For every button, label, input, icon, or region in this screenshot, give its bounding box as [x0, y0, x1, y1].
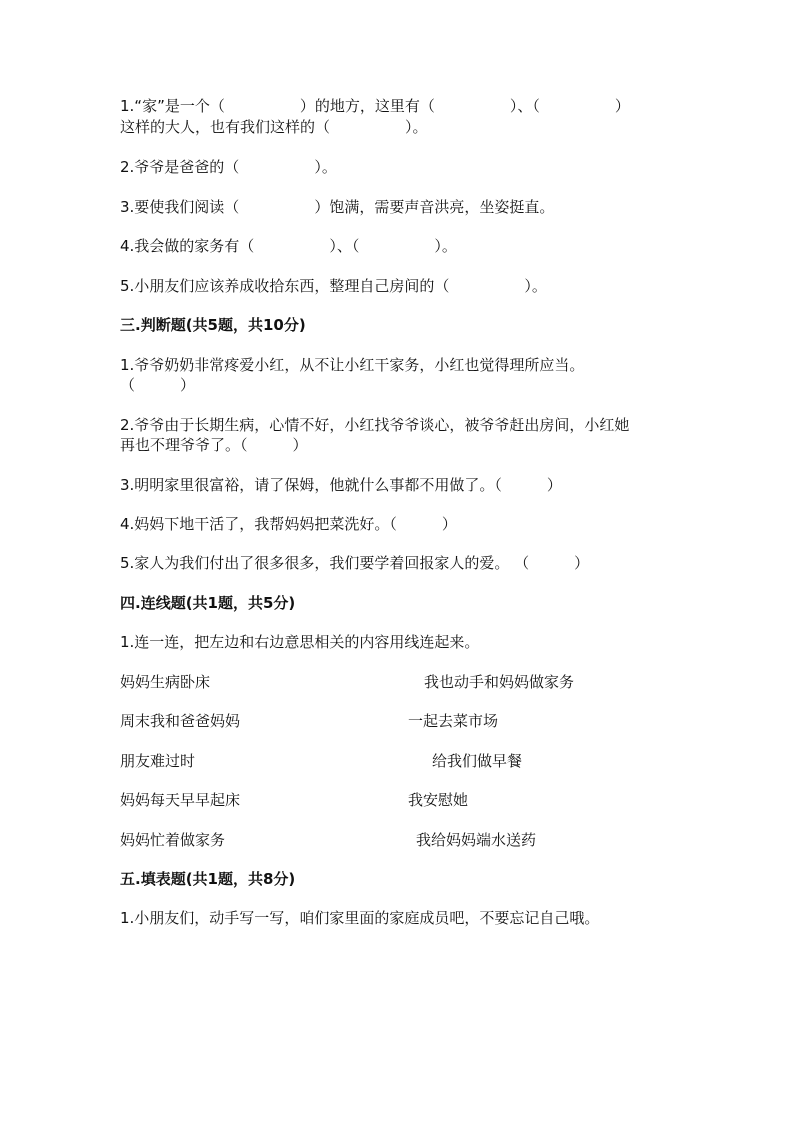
fill-blank-q3: 3.要使我们阅读（ ）饱满，需要声音洪亮，坐姿挺直。	[120, 198, 555, 216]
matching-right-item: 我也动手和妈妈做家务	[424, 673, 575, 691]
matching-right-item: 一起去菜市场	[408, 712, 499, 730]
fill-blank-q4: 4.我会做的家务有（ ）、（ ）。	[120, 237, 457, 255]
matching-left-item: 妈妈每天早早起床	[120, 791, 241, 809]
judge-heading: 三.判断题(共5题，共10分)	[120, 316, 306, 334]
judge-q4: 4.妈妈下地干活了，我帮妈妈把菜洗好。（ ）	[120, 515, 457, 533]
table-fill-heading: 五.填表题(共1题，共8分)	[120, 870, 296, 888]
judge-q3: 3.明明家里很富裕，请了保姆，他就什么事都不用做了。（ ）	[120, 476, 562, 494]
matching-left-item: 朋友难过时	[120, 752, 196, 770]
matching-instruction: 1.连一连，把左边和右边意思相关的内容用线连起来。	[120, 633, 480, 651]
matching-right-item: 给我们做早餐	[432, 752, 523, 770]
fill-blank-q1-line2: 这样的大人，也有我们这样的（ ）。	[120, 118, 428, 136]
matching-right-item: 我安慰她	[408, 791, 469, 809]
table-fill-q1: 1.小朋友们，动手写一写，咱们家里面的家庭成员吧，不要忘记自己哦。	[120, 909, 600, 927]
judge-q2-line1: 2.爷爷由于长期生病，心情不好，小红找爷爷谈心，被爷爷赶出房间，小红她	[120, 416, 630, 434]
matching-left-item: 妈妈忙着做家务	[120, 831, 226, 849]
matching-right-item: 我给妈妈端水送药	[416, 831, 537, 849]
judge-q1-line2: （ ）	[120, 376, 196, 394]
fill-blank-q1-line1: 1.“家”是一个（ ）的地方，这里有（ ）、（ ）	[120, 97, 630, 115]
matching-left-item: 妈妈生病卧床	[120, 673, 211, 691]
fill-blank-q2: 2.爷爷是爸爸的（ ）。	[120, 158, 337, 176]
judge-q2-line2: 再也不理爷爷了。（ ）	[120, 436, 308, 454]
judge-q5: 5.家人为我们付出了很多很多，我们要学着回报家人的爱。 （ ）	[120, 554, 590, 572]
matching-heading: 四.连线题(共1题，共5分)	[120, 594, 296, 612]
judge-q1-line1: 1.爷爷奶奶非常疼爱小红，从不让小红干家务，小红也觉得理所应当。	[120, 356, 585, 374]
fill-blank-q5: 5.小朋友们应该养成收拾东西，整理自己房间的（ ）。	[120, 277, 547, 295]
matching-left-item: 周末我和爸爸妈妈	[120, 712, 241, 730]
